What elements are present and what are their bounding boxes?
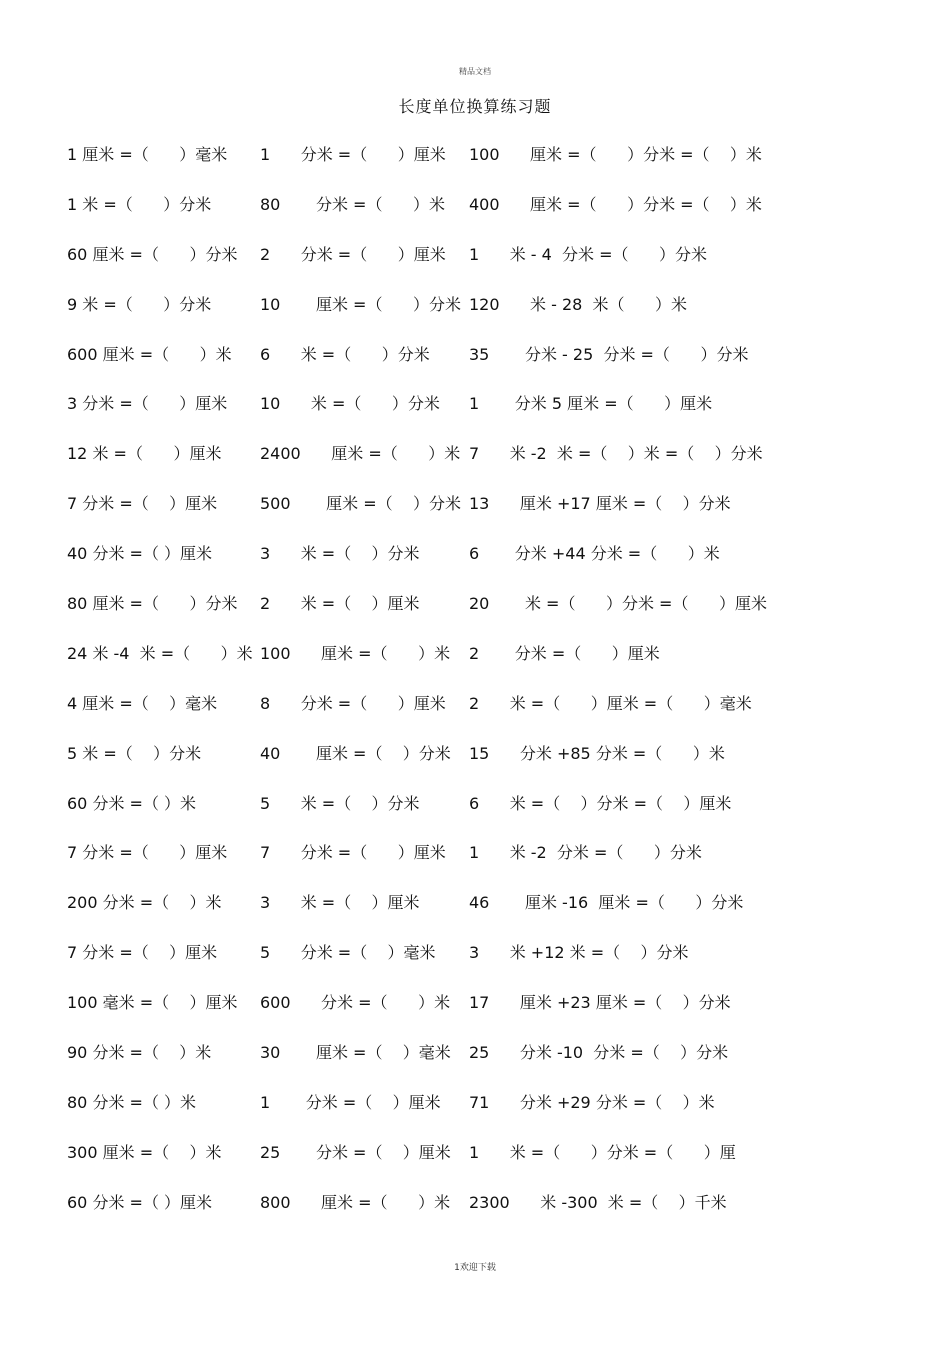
- exercise-item: 6 米 =（ ）分米 =（ ）厘米: [469, 793, 732, 813]
- exercise-item: 10 米 =（ ）分米: [260, 394, 440, 414]
- exercise-row: [67, 940, 887, 990]
- exercise-row: [67, 491, 887, 541]
- exercise-item: 17 厘米 +23 厘米 =（ ）分米: [469, 993, 731, 1013]
- exercise-item: 1 厘米 =（ ）毫米: [67, 145, 228, 164]
- exercise-item: 90 分米 =（ ）米: [67, 1043, 212, 1063]
- exercise-item: 24 米 -4 米 =（ ）米: [67, 643, 253, 663]
- exercise-item: 120 米 - 28 米（ ）米: [469, 294, 688, 314]
- page-header: 精品文档: [459, 67, 491, 76]
- exercise-item: 5 米 =（ ）分米: [67, 743, 202, 763]
- exercise-item: 8 分米 =（ ）厘米: [260, 693, 446, 713]
- exercise-item: 20 米 =（ ）分米 =（ ）厘米: [469, 594, 767, 614]
- exercise-item: 1 米 =（ ）分米 =（ ）厘: [469, 1142, 736, 1162]
- exercise-item: 2 分米 =（ ）厘米: [260, 244, 446, 264]
- exercise-item: 60 厘米 =（ ）分米: [67, 244, 238, 264]
- page-title: 长度单位换算练习题: [398, 97, 552, 116]
- exercise-item: 40 分米 =（ ）厘米: [67, 544, 213, 564]
- exercise-item: 1 米 -2 分米 =（ ）分米: [469, 843, 702, 863]
- exercise-row: [67, 292, 887, 342]
- exercise-item: 46 厘米 -16 厘米 =（ ）分米: [469, 893, 744, 913]
- exercise-item: 2400 厘米 =（ ）米: [260, 444, 461, 464]
- exercise-item: 30 厘米 =（ ）毫米: [260, 1043, 451, 1063]
- exercise-item: 600 分米 =（ ）米: [260, 993, 451, 1013]
- exercise-item: 1 米 - 4 分米 =（ ）分米: [469, 244, 708, 264]
- exercise-item: 80 分米 =（ ）米: [260, 194, 445, 214]
- exercise-item: 10 厘米 =（ ）分米: [260, 294, 461, 314]
- exercise-item: 7 分米 =（ ）厘米: [67, 843, 228, 863]
- exercise-item: 100 厘米 =（ ）分米 =（ ）米: [469, 145, 762, 164]
- exercise-item: 3 米 =（ ）厘米: [260, 893, 420, 913]
- exercise-item: 7 分米 =（ ）厘米: [67, 943, 218, 963]
- page-number: 1: [454, 1263, 460, 1273]
- exercise-item: 3 米 =（ ）分米: [260, 544, 420, 564]
- exercise-item: 80 厘米 =（ ）分米: [67, 594, 238, 614]
- exercise-item: 25 分米 -10 分米 =（ ）分米: [469, 1043, 729, 1063]
- exercise-row: [67, 391, 887, 441]
- exercise-row: [67, 890, 887, 940]
- exercise-row: [67, 741, 887, 791]
- exercise-item: 800 厘米 =（ ）米: [260, 1192, 451, 1212]
- exercise-item: 200 分米 =（ ）米: [67, 893, 222, 913]
- exercise-item: 71 分米 +29 分米 =（ ）米: [469, 1092, 715, 1112]
- exercise-row: [67, 1190, 887, 1240]
- exercise-row: [67, 142, 887, 192]
- exercise-item: 9 米 =（ ）分米: [67, 294, 212, 314]
- exercise-item: 6 分米 +44 分米 =（ ）米: [469, 544, 720, 564]
- exercise-item: 3 分米 =（ ）厘米: [67, 394, 228, 414]
- exercise-item: 1 分米 =（ ）厘米: [260, 1092, 441, 1112]
- exercise-row: [67, 591, 887, 641]
- exercise-row: [67, 840, 887, 890]
- exercise-item: 600 厘米 =（ ）米: [67, 344, 232, 364]
- exercise-item: 12 米 =（ ）厘米: [67, 444, 222, 464]
- footer-text: 欢迎下载: [459, 1263, 496, 1273]
- exercise-item: 7 分米 =（ ）厘米: [260, 843, 446, 863]
- exercise-item: 15 分米 +85 分米 =（ ）米: [469, 743, 725, 763]
- exercise-item: 35 分米 - 25 分米 =（ ）分米: [469, 344, 749, 364]
- exercise-row: [67, 1040, 887, 1090]
- exercise-item: 4 厘米 =（ ）毫米: [67, 693, 218, 713]
- exercise-item: 60 分米 =（ ）米: [67, 793, 197, 813]
- exercise-row: [67, 541, 887, 591]
- exercise-item: 25 分米 =（ ）厘米: [260, 1142, 451, 1162]
- exercise-row: [67, 641, 887, 691]
- exercise-row: [67, 1140, 887, 1190]
- exercise-item: 60 分米 =（ ）厘米: [67, 1192, 213, 1212]
- exercise-item: 1 分米 =（ ）厘米: [260, 145, 446, 164]
- exercise-row: [67, 691, 887, 741]
- exercise-item: 13 厘米 +17 厘米 =（ ）分米: [469, 494, 731, 514]
- exercise-item: 2 米 =（ ）厘米 =（ ）毫米: [469, 693, 752, 713]
- exercise-item: 7 米 -2 米 =（ ）米 =（ ）分米: [469, 444, 763, 464]
- exercise-item: 5 分米 =（ ）毫米: [260, 943, 436, 963]
- exercise-item: 500 厘米 =（ ）分米: [260, 494, 461, 514]
- exercise-item: 2 分米 =（ ）厘米: [469, 643, 660, 663]
- exercise-row: [67, 441, 887, 491]
- exercise-row: [67, 791, 887, 841]
- exercise-item: 5 米 =（ ）分米: [260, 793, 420, 813]
- exercise-item: 2 米 =（ ）厘米: [260, 594, 420, 614]
- exercise-item: 3 米 +12 米 =（ ）分米: [469, 943, 689, 963]
- exercise-row: [67, 192, 887, 242]
- exercise-item: 40 厘米 =（ ）分米: [260, 743, 451, 763]
- exercise-row: [67, 1090, 887, 1140]
- exercise-list: [67, 142, 887, 1240]
- exercise-item: 100 毫米 =（ ）厘米: [67, 993, 238, 1013]
- exercise-item: 2300 米 -300 米 =（ ）千米: [469, 1192, 727, 1212]
- exercise-row: [67, 990, 887, 1040]
- exercise-item: 6 米 =（ ）分米: [260, 344, 430, 364]
- exercise-item: 400 厘米 =（ ）分米 =（ ）米: [469, 194, 762, 214]
- exercise-item: 300 厘米 =（ ）米: [67, 1142, 222, 1162]
- exercise-item: 1 米 =（ ）分米: [67, 194, 212, 214]
- page-footer: [0, 1260, 950, 1273]
- exercise-item: 100 厘米 =（ ）米: [260, 643, 451, 663]
- exercise-item: 1 分米 5 厘米 =（ ）厘米: [469, 394, 713, 414]
- exercise-row: [67, 242, 887, 292]
- exercise-item: 7 分米 =（ ）厘米: [67, 494, 218, 514]
- exercise-item: 80 分米 =（ ）米: [67, 1092, 197, 1112]
- exercise-row: [67, 342, 887, 392]
